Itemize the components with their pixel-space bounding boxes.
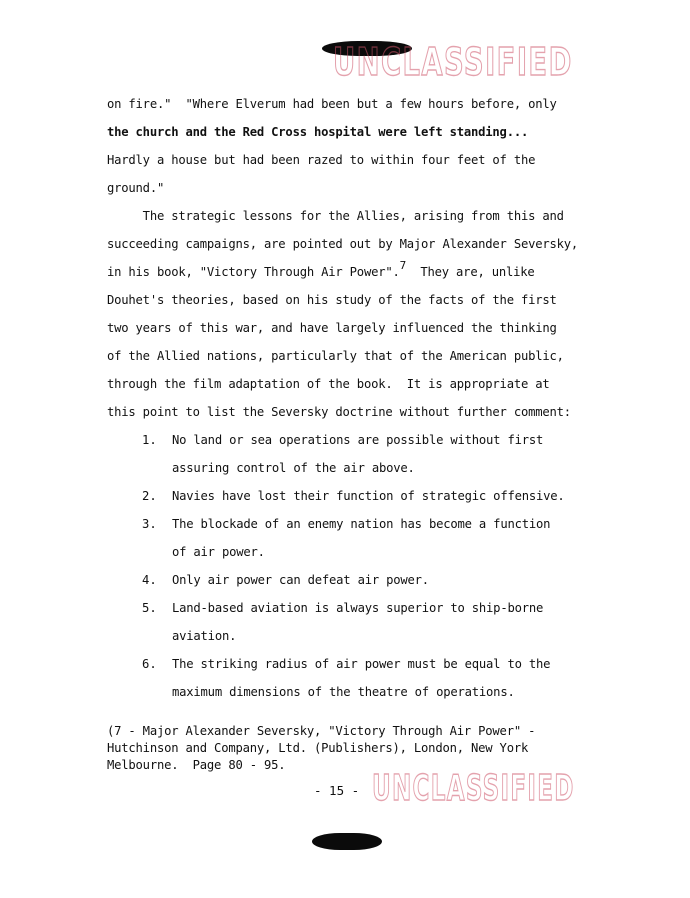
doctrine-number-5: 5.	[142, 601, 157, 615]
footnote-line-1: (7 - Major Alexander Seversky, "Victory Through Air Power" -	[107, 724, 536, 738]
doctrine-item-4-line-1: Only air power can defeat air power.	[172, 573, 429, 587]
body-line-3: Hardly a house but had been razed to within four feet of the	[107, 153, 536, 167]
body-line-9: two years of this war, and have largely influenced the thinking	[107, 321, 557, 335]
doctrine-number-2: 2.	[142, 489, 157, 503]
doctrine-item-6-line-1: The striking radius of air power must be equal to the	[172, 657, 551, 671]
body-line-7-tail: They are, unlike	[406, 265, 535, 279]
doctrine-number-3: 3.	[142, 517, 157, 531]
doctrine-item-2-line-1: Navies have lost their function of strategic offensive.	[172, 489, 565, 503]
unclassified-stamp-bottom: UNCLASSIFIED	[372, 768, 575, 809]
body-line-4: ground."	[107, 181, 165, 195]
doctrine-item-6-line-2: maximum dimensions of the theatre of operations.	[172, 685, 515, 699]
body-line-10: of the Allied nations, particularly that of the American public,	[107, 349, 564, 363]
body-line-1: on fire." "Where Elverum had been but a few hours before, only	[107, 97, 557, 111]
body-line-2: the church and the Red Cross hospital were left standing...	[107, 125, 529, 139]
doctrine-item-1-line-2: assuring control of the air above.	[172, 461, 415, 475]
doctrine-number-6: 6.	[142, 657, 157, 671]
body-line-8: Douhet's theories, based on his study of the facts of the first	[107, 293, 557, 307]
body-line-5: The strategic lessons for the Allies, arising from this and	[107, 209, 564, 223]
doctrine-number-4: 4.	[142, 573, 157, 587]
body-line-7-text: in his book, "Victory Through Air Power".	[107, 265, 400, 279]
footnote-line-3: Melbourne. Page 80 - 95.	[107, 758, 286, 772]
redaction-bar-bottom	[312, 833, 382, 850]
body-line-12: this point to list the Seversky doctrine without further comment:	[107, 405, 571, 419]
doctrine-item-3-line-2: of air power.	[172, 545, 265, 559]
body-line-6: succeeding campaigns, are pointed out by Major Alexander Seversky,	[107, 237, 579, 251]
footnote-line-2: Hutchinson and Company, Ltd. (Publishers), London, New York	[107, 741, 529, 755]
doctrine-number-1: 1.	[142, 433, 157, 447]
doctrine-item-5-line-1: Land-based aviation is always superior to ship-borne	[172, 601, 544, 615]
page-number: - 15 -	[314, 783, 360, 798]
unclassified-stamp-top: UNCLASSIFIED	[333, 40, 573, 84]
footnote-marker: 7	[399, 259, 407, 272]
doctrine-item-5-line-2: aviation.	[172, 629, 237, 643]
body-line-11: through the film adaptation of the book. It is appropriate at	[107, 377, 550, 391]
doctrine-item-3-line-1: The blockade of an enemy nation has become a function	[172, 517, 551, 531]
doctrine-item-1-line-1: No land or sea operations are possible without first	[172, 433, 544, 447]
body-line-7	[107, 259, 535, 279]
